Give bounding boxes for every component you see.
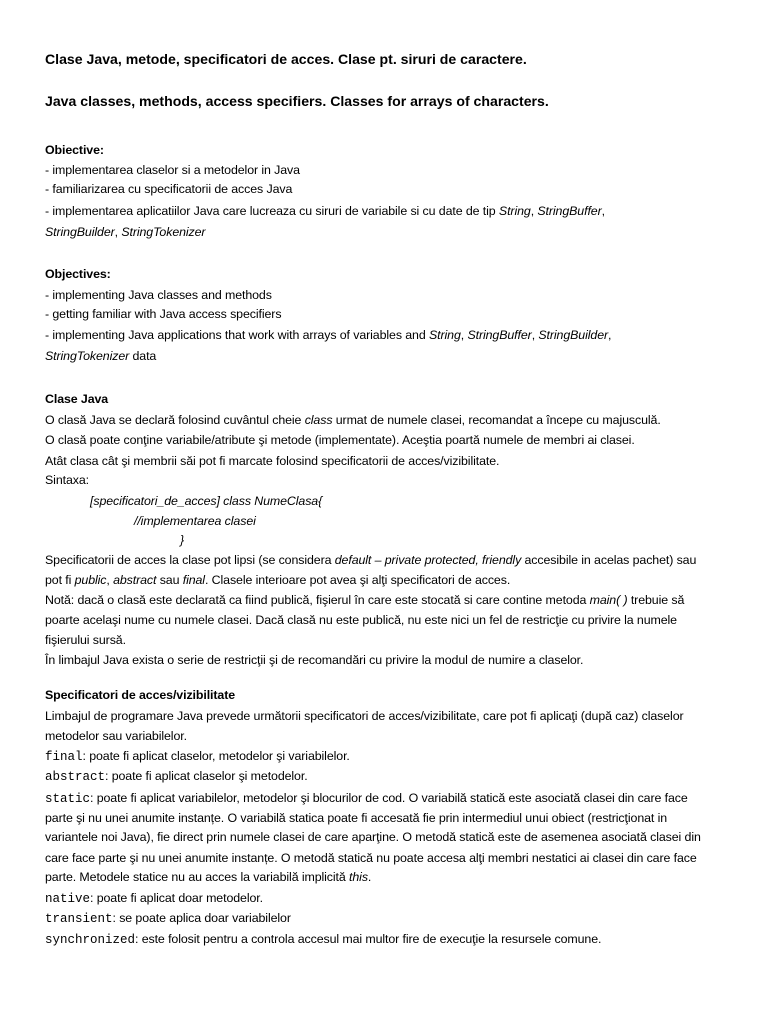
specifier-native [45, 890, 263, 907]
title-en: Java classes, methods, access specifiers. Classes for arrays of characters. [45, 93, 549, 109]
class-name-stringbuffer: StringBuffer [537, 204, 602, 218]
text-run: . Clasele interioare pot avea şi alţi specificatori de acces. [204, 573, 511, 587]
class-name-stringbuilder: StringBuilder [45, 225, 115, 239]
specifier-synchronized [45, 931, 601, 948]
keyword-this: this [349, 870, 368, 884]
syntax-line-1: [specificatori_de_acces] class NumeClasa{ [90, 494, 323, 508]
specifier-static [45, 790, 688, 807]
syntax-line-3: } [180, 533, 185, 547]
paragraph-line: O clasă poate conţine variabile/atribute şi metode (implementate). Aceştia poartă numele de membri ai clasei. [45, 433, 635, 447]
text-run: , [601, 204, 605, 218]
text-run: . [367, 870, 372, 884]
method-main: main( ) [589, 593, 628, 607]
paragraph-line: În limbajul Java exista o serie de restricţii şi de recomandări cu privire la modul de numire a claselor. [45, 653, 584, 667]
default-specifiers: default – private protected, friendly [334, 553, 522, 567]
text-run: sau [156, 573, 183, 587]
specifier-abstract [45, 768, 308, 785]
keyword-final: final [182, 573, 205, 587]
class-name-string: String [428, 328, 461, 342]
paragraph-line: care face parte şi nu unei anumite instanțe. O metodă statică nu poate accesa alţi membri nestatici ai clasei din care face [45, 851, 697, 865]
text-run: : poate fi aplicat claselor, metodelor şi variabilelor. [82, 749, 350, 763]
text-run: , [106, 573, 114, 587]
text-run: : poate fi aplicat doar metodelor. [90, 891, 263, 905]
syntax-label: Sintaxa: [45, 473, 89, 487]
paragraph-line [45, 412, 661, 428]
syntax-line-2: //implementarea clasei [134, 514, 256, 528]
specifier-final [45, 748, 350, 765]
keyword-synchronized: synchronized [45, 933, 136, 947]
text-run: pot fi [45, 573, 75, 587]
keyword-final: final [45, 750, 83, 764]
text-run: - implementarea aplicatiilor Java care lucreaza cu siruri de variabile si cu date de tip [45, 204, 499, 218]
paragraph-line: poarte acelaşi nume cu numele clasei. Dacă clasă nu este publică, nu este nici un fel de restricţie cu privire la numele [45, 613, 677, 627]
paragraph-line: Limbajul de programare Java prevede următorii specificatori de acces/vizibilitate, care pot fi aplicaţi (după caz) claselor [45, 709, 684, 723]
text-run: urmat de numele clasei, recomandat a începe cu majusculă. [332, 413, 661, 427]
objectives-ro-item-2: - familiarizarea cu specificatorii de acces Java [45, 182, 293, 196]
paragraph-line: variantele noi Java), fie direct prin numele clasei de care aparţine. O metodă statică este de asemenea asociată clasei din [45, 830, 701, 844]
keyword-abstract: abstract [113, 573, 157, 587]
objectives-en-item-3 [45, 327, 611, 343]
text-run: - implementing Java applications that work with arrays of variables and [45, 328, 429, 342]
keyword-class: class [304, 413, 333, 427]
paragraph-line: parte şi nu unei anumite instanțe. O variabilă statica poate fi accesată fie prin intermediul unui obiect (restricţionat in [45, 811, 668, 825]
paragraph-line [45, 572, 510, 588]
text-run: , [530, 204, 538, 218]
paragraph-line [45, 552, 696, 568]
class-name-stringbuffer: StringBuffer [467, 328, 532, 342]
keyword-static: static [45, 792, 91, 806]
objectives-en-item-3-cont [45, 348, 156, 364]
paragraph-line [45, 592, 684, 608]
objectives-ro-item-1: - implementarea claselor si a metodelor in Java [45, 163, 300, 177]
paragraph-line: metodelor sau variabilelor. [45, 729, 187, 743]
text-run: : poate fi aplicat variabilelor, metodelor şi blocurilor de cod. O variabilă statică este asociată clasei din care face [90, 791, 688, 805]
text-run: data [129, 349, 157, 363]
objectives-en-item-1: - implementing Java classes and methods [45, 288, 272, 302]
objectives-en-heading: Objectives: [45, 267, 111, 281]
text-run: , [460, 328, 468, 342]
text-run: Notă: dacă o clasă este declarată ca fiind publică, fişierul în care este stocată si care contine metoda [45, 593, 590, 607]
text-run: : se poate aplica doar variabilelor [112, 911, 291, 925]
objectives-ro-item-3-cont [45, 224, 205, 240]
paragraph-line: Atât clasa cât şi membrii săi pot fi marcate folosind specificatorii de acces/vizibilitate. [45, 454, 500, 468]
class-name-stringtokenizer: StringTokenizer [121, 225, 206, 239]
text-run: O clasă Java se declară folosind cuvântul cheie [45, 413, 305, 427]
text-run: accesibile in acelas pachet) sau [521, 553, 697, 567]
class-name-string: String [498, 204, 531, 218]
objectives-en-item-2: - getting familiar with Java access specifiers [45, 307, 282, 321]
class-name-stringtokenizer: StringTokenizer [45, 349, 130, 363]
objectives-ro-item-3 [45, 203, 605, 219]
paragraph-line [45, 869, 371, 885]
text-run: , [531, 328, 539, 342]
specifier-transient [45, 910, 291, 927]
text-run: , [608, 328, 612, 342]
text-run: parte. Metodele statice nu au acces la variabilă implicită [45, 870, 350, 884]
section-heading-clase-java: Clase Java [45, 392, 109, 406]
title-ro: Clase Java, metode, specificatori de acces. Clase pt. siruri de caractere. [45, 51, 527, 67]
class-name-stringbuilder: StringBuilder [538, 328, 609, 342]
text-run: trebuie să [627, 593, 685, 607]
text-run: , [114, 225, 122, 239]
keyword-native: native [45, 892, 91, 906]
keyword-transient: transient [45, 912, 113, 926]
text-run: : poate fi aplicat claselor şi metodelor. [105, 769, 308, 783]
section-heading-specificatori: Specificatori de acces/vizibilitate [45, 688, 236, 702]
paragraph-line: fişierului sursă. [45, 633, 126, 647]
objectives-ro-heading: Obiective: [45, 143, 104, 157]
keyword-abstract: abstract [45, 770, 106, 784]
keyword-public: public [74, 573, 107, 587]
text-run: : este folosit pentru a controla accesul mai multor fire de execuţie la resursele comune. [135, 932, 602, 946]
text-run: Specificatorii de acces la clase pot lipsi (se considera [45, 553, 335, 567]
